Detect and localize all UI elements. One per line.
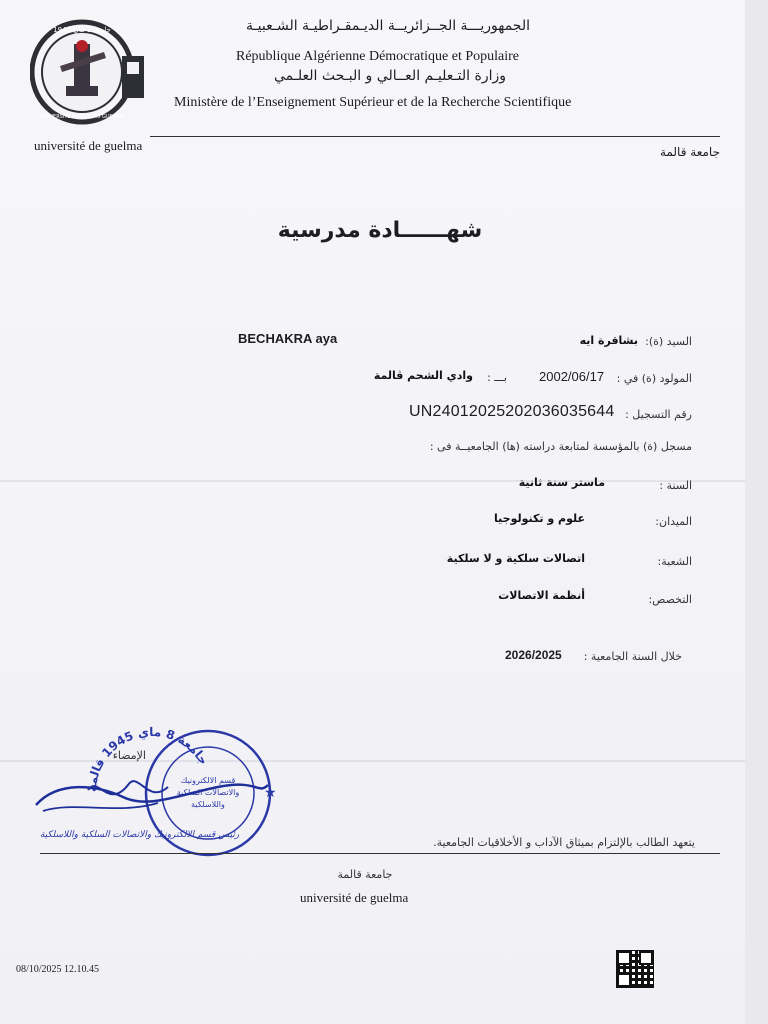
branch-label: الشعبة: xyxy=(657,555,692,568)
ministry-french: Ministère de l’Enseignement Supérieur et de la Recherche Scientifique xyxy=(174,95,572,110)
name-arabic-value: بشاقرة ايه xyxy=(579,334,638,347)
registration-number-value: UN24012025202036035644 xyxy=(409,403,615,420)
study-year-label: السنة : xyxy=(659,479,692,492)
footer-university-french: université de guelma xyxy=(300,890,409,905)
name-french-value: BECHAKRA aya xyxy=(238,331,338,346)
header-divider xyxy=(150,136,720,137)
birth-place-label: بـــ : xyxy=(487,371,507,384)
footer-university-arabic: جامعة قالمة xyxy=(337,868,393,881)
study-year-value: ماستر سنة ثانية xyxy=(518,476,605,489)
university-name-french: université de guelma xyxy=(34,138,143,153)
ministry-arabic: وزارة التـعليـم العــالي و البـحث العلـمي xyxy=(273,68,507,84)
official-stamp xyxy=(28,725,296,864)
logo-top-text: جامعة 8 ماي 1945 xyxy=(53,26,111,34)
republic-arabic: الجمهوريـــة الجــزائريــة الديـمقـراطيـة الشـعبيـة xyxy=(246,18,530,34)
signature-label: الإمضاء xyxy=(112,749,146,762)
stamp-ring-text: جامعة 8 ماي 1945 قالمة xyxy=(84,725,211,793)
qr-code-icon xyxy=(617,951,653,987)
name-label: السيد (ة): xyxy=(645,335,692,348)
stamp-inner-line: والاتصالات السلكية xyxy=(176,788,240,797)
paper-fold-line xyxy=(0,480,745,482)
domain-label: الميدان: xyxy=(655,515,692,528)
registration-number-label: رقم التسجيل : xyxy=(625,408,692,421)
enrolment-statement: مسجل (ة) بالمؤسسة لمتابعة دراسته (ها) الجامعيــة فى : xyxy=(429,440,692,453)
specialty-label: التخصص: xyxy=(648,593,692,606)
stamp-inner-line: واللاسلكية xyxy=(191,800,225,809)
birth-date-value: 2002/06/17 xyxy=(539,369,605,384)
birth-date-label: المولود (ة) في : xyxy=(616,372,692,385)
academic-year-value: 2026/2025 xyxy=(505,648,562,662)
specialty-value: أنظمة الاتصالات xyxy=(498,589,585,602)
university-logo xyxy=(30,16,148,130)
stamp-signature-note: رئيس قسم الالكترونيك والاتصالات السلكية واللاسلكية xyxy=(40,830,240,840)
branch-value: اتصالات سلكية و لا سلكية xyxy=(446,552,585,565)
logo-bottom-text: UNIVERSITE 8 MAI 1945 GUELMA xyxy=(40,114,124,120)
university-name-arabic: جامعة قالمة xyxy=(660,145,720,159)
domain-value: علوم و تكنولوجيا xyxy=(494,512,585,525)
commitment-statement: يتعهد الطالب بالإلتزام بميثاق الآداب و الأخلاقيات الجامعية. xyxy=(433,836,695,849)
document-title: شهــــــادة مدرسية xyxy=(277,218,483,243)
academic-year-label: خلال السنة الجامعية : xyxy=(583,650,682,663)
print-timestamp: 08/10/2025 12.10.45 xyxy=(16,964,100,975)
footer-divider xyxy=(40,853,720,854)
stamp-inner-line: قسم الالكترونيك xyxy=(180,776,236,785)
republic-french: République Algérienne Démocratique et Populaire xyxy=(236,49,520,64)
stamp-star-icon: ★ xyxy=(264,785,277,801)
birth-place-value: وادي الشحم ڤالمة xyxy=(373,369,473,382)
